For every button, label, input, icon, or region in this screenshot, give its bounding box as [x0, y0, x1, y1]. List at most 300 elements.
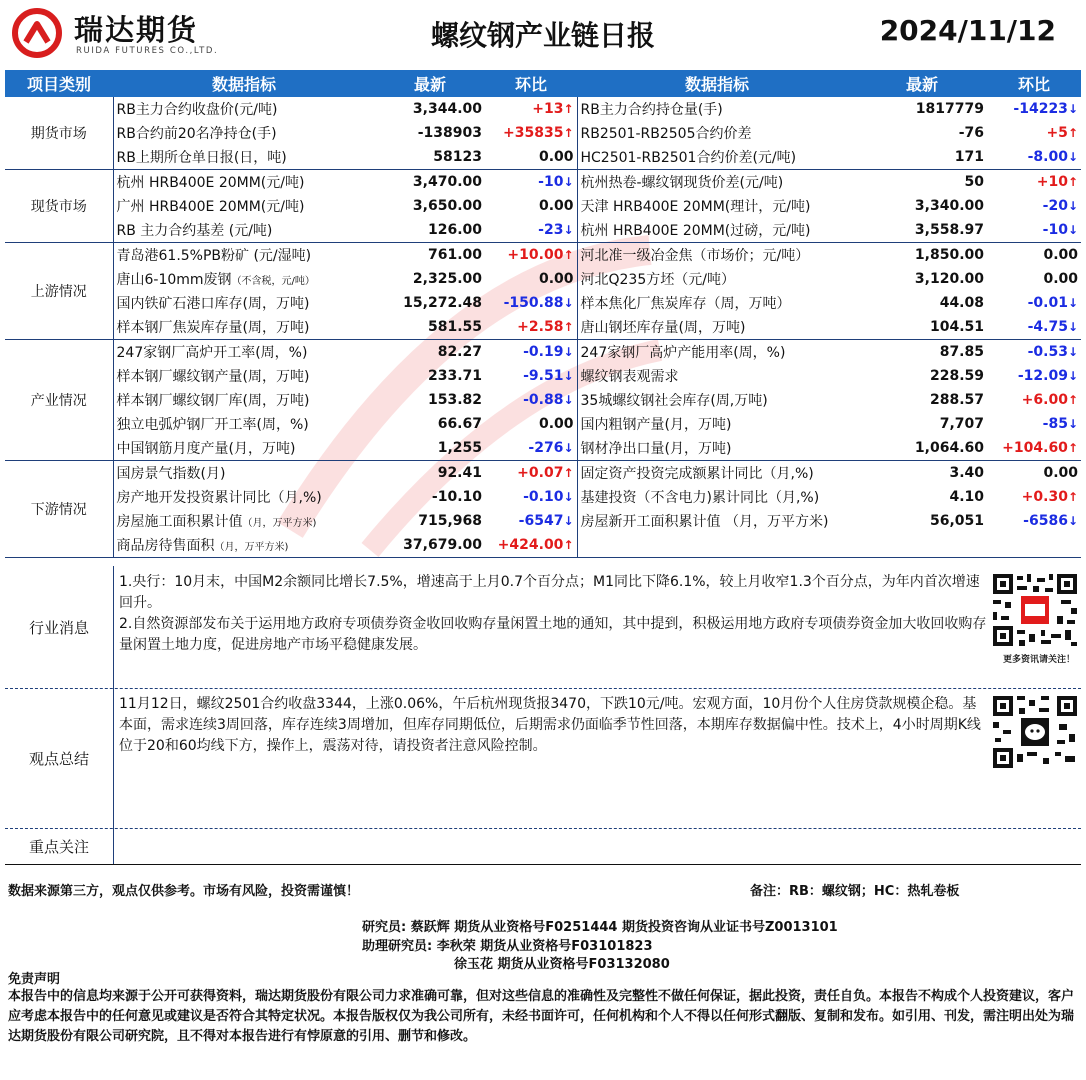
category-cell: 下游情况 [5, 461, 113, 558]
indicator-name [113, 291, 375, 315]
latest-value-2-text: 3,340.00 [914, 198, 984, 214]
indicator-name-text: 样本钢厂螺纹钢产量(周，万吨) [116, 369, 310, 385]
change-value-value: 0.00 [538, 416, 574, 432]
change-value-2 [987, 291, 1081, 315]
indicator-name-2-text: RB主力合约持仓量(手) [580, 102, 723, 118]
latest-value [375, 267, 485, 291]
latest-value-text: 92.41 [437, 465, 482, 481]
researcher-info: 研究员: 蔡跃辉 期货从业资格号F0251444 期货投资咨询从业证书号Z0013101 [362, 920, 838, 935]
change-value [485, 194, 577, 218]
latest-value-text: 3,344.00 [412, 101, 482, 117]
news-category: 行业消息 [5, 566, 114, 688]
indicator-name [113, 533, 375, 558]
arrow-up-icon: ↑ [563, 248, 574, 262]
arrow-down-icon: ↓ [1067, 369, 1078, 383]
indicator-name [113, 267, 375, 291]
indicator-name-2 [577, 388, 857, 412]
change-value [485, 291, 577, 315]
table-row [5, 340, 1081, 365]
change-value-value: +424.00 [497, 537, 564, 553]
latest-value-2-text: 3,558.97 [914, 222, 984, 238]
arrow-up-icon: ↑ [563, 466, 574, 480]
latest-value [375, 315, 485, 340]
indicator-name-2 [577, 121, 857, 145]
latest-value-2 [857, 194, 987, 218]
focus-category: 重点关注 [5, 828, 114, 864]
table-row [5, 436, 1081, 461]
latest-value-2-text: 56,051 [929, 513, 984, 529]
table-row [5, 364, 1081, 388]
brand-name: 瑞达期货 [74, 13, 199, 47]
indicator-name [113, 412, 375, 436]
header-change: 环比 [485, 70, 577, 97]
change-value-2 [987, 388, 1081, 412]
latest-value-2 [857, 170, 987, 195]
assistant-researcher-2: 徐玉花 期货从业资格号F03132080 [454, 957, 670, 972]
qr-code-icon [991, 572, 1079, 648]
latest-value-text: 233.71 [427, 368, 482, 384]
indicator-name [113, 97, 375, 121]
header-category: 项目类别 [5, 70, 113, 97]
indicator-name-text: 房屋施工面积累计值 [116, 514, 243, 530]
change-value-value: -150.88 [503, 295, 564, 311]
indicator-name-text: RB主力合约收盘价(元/吨) [116, 102, 278, 118]
change-value-value: -276 [528, 440, 564, 456]
change-value [485, 533, 577, 558]
indicator-name-text: 中国钢筋月度产量(月，万吨) [116, 441, 296, 457]
indicator-name-2-text: 天津 HRB400E 20MM(理计，元/吨) [580, 199, 811, 215]
table-row [5, 267, 1081, 291]
latest-value-2 [857, 485, 987, 509]
latest-value [375, 243, 485, 268]
change-value [485, 218, 577, 243]
table-row [5, 461, 1081, 486]
change-value-2-value: -20 [1042, 198, 1068, 214]
latest-value-2 [857, 412, 987, 436]
view-category: 观点总结 [5, 688, 114, 828]
arrow-up-icon: ↑ [563, 102, 574, 116]
report-header [0, 0, 1086, 68]
table-row [5, 509, 1081, 533]
indicator-name [113, 485, 375, 509]
latest-value-2-text: 87.85 [939, 344, 984, 360]
latest-value-2-text: 1,850.00 [914, 247, 984, 263]
change-value-2 [987, 509, 1081, 533]
latest-value-2-text: -76 [958, 125, 984, 141]
indicator-name [113, 121, 375, 145]
change-value-2 [987, 412, 1081, 436]
change-value-value: +0.07 [517, 465, 564, 481]
change-value [485, 315, 577, 340]
arrow-down-icon: ↓ [1067, 296, 1078, 310]
latest-value [375, 340, 485, 365]
change-value-2 [987, 218, 1081, 243]
view-body: 11月12日，螺纹2501合约收盘3344，上涨0.06%，午后杭州现货报3470，下跌10元/吨。宏观方面，10月份个人住房贷款规模企稳。基本面，需求连续3周回落，库存连续3周增加，但库存同期低位，后期需求仍面临季节性回落，本期库存数据偏中性。技术上，4小时周期K线位于20和60均线下方，操作上，震荡对待，请投资者注意风险控制。 [119, 696, 981, 754]
arrow-down-icon: ↓ [1067, 345, 1078, 359]
latest-value [375, 388, 485, 412]
latest-value-text: 15,272.48 [403, 295, 482, 311]
change-value-2-value: +10 [1036, 174, 1068, 190]
latest-value-2-text: 3.40 [949, 465, 984, 481]
latest-value [375, 170, 485, 195]
latest-value-2-text: 3,120.00 [914, 271, 984, 287]
indicator-name-2 [577, 485, 857, 509]
change-value-2 [987, 121, 1081, 145]
table-row [5, 485, 1081, 509]
change-value-value: -0.10 [523, 489, 564, 505]
latest-value-2 [857, 145, 987, 170]
change-value-2 [987, 194, 1081, 218]
table-row [5, 243, 1081, 268]
latest-value [375, 97, 485, 121]
arrow-down-icon: ↓ [563, 369, 574, 383]
news-item-2: 2.自然资源部发布关于运用地方政府专项债券资金收回收购存量闲置土地的通知，其中提到，积极运用地方政府专项债券资金加大收回收购存量闲置土地力度，促进房地产市场平稳健康发展。 [119, 616, 987, 653]
arrow-down-icon: ↓ [1067, 514, 1078, 528]
indicator-name [113, 194, 375, 218]
change-value-value: +2.58 [517, 319, 564, 335]
change-value [485, 485, 577, 509]
arrow-up-icon: ↑ [1067, 126, 1078, 140]
indicator-name-2 [577, 291, 857, 315]
indicator-name-text: 国内铁矿石港口库存(周，万吨) [116, 296, 310, 312]
indicator-name-text: 样本钢厂焦炭库存量(周，万吨) [116, 320, 310, 336]
indicator-name-2 [577, 267, 857, 291]
change-value-2-value: +6.00 [1021, 392, 1068, 408]
change-value-2 [987, 97, 1081, 121]
latest-value [375, 436, 485, 461]
latest-value-2-text: 104.51 [929, 319, 984, 335]
indicator-name-text: 广州 HRB400E 20MM(元/吨) [116, 199, 305, 215]
indicator-name-2-text: 钢材净出口量(月，万吨) [580, 441, 732, 457]
table-row [5, 291, 1081, 315]
latest-value-text: 715,968 [418, 513, 482, 529]
latest-value-text: 37,679.00 [403, 537, 482, 553]
change-value-value: -23 [538, 222, 564, 238]
indicator-name-text: 247家钢厂高炉开工率(周，%) [116, 345, 308, 361]
latest-value-text: 153.82 [427, 392, 482, 408]
indicator-name [113, 145, 375, 170]
latest-value-2 [857, 340, 987, 365]
latest-value-2 [857, 388, 987, 412]
indicator-name-text: 杭州 HRB400E 20MM(元/吨) [116, 175, 305, 191]
indicator-name-2 [577, 194, 857, 218]
change-value-2-value: +104.60 [1002, 440, 1068, 456]
latest-value-2 [857, 97, 987, 121]
arrow-up-icon: ↑ [1067, 175, 1078, 189]
indicator-unit: （月，万平方米) [242, 518, 317, 529]
change-value-value: 0.00 [538, 149, 574, 165]
latest-value-2 [857, 509, 987, 533]
indicator-name-2-text: 河北Q235方坯（元/吨） [580, 272, 735, 288]
indicator-name-2 [577, 412, 857, 436]
latest-value-2 [857, 436, 987, 461]
indicator-unit: （月，万平方米) [214, 542, 289, 553]
brand-english: RUIDA FUTURES CO.,LTD. [76, 46, 219, 56]
indicator-name-2-text: 唐山钢坯库存量(周，万吨) [580, 320, 746, 336]
latest-value [375, 121, 485, 145]
change-value-value: -9.51 [523, 368, 564, 384]
indicator-name-2 [577, 461, 857, 486]
arrow-down-icon: ↓ [1067, 102, 1078, 116]
table-row [5, 533, 1081, 558]
report-date: 2024/11/12 [879, 14, 1056, 47]
change-value-2-value: +0.30 [1021, 489, 1068, 505]
change-value-2-value: -10 [1042, 222, 1068, 238]
header-indicator-2: 数据指标 [577, 70, 857, 97]
change-value-value: 0.00 [538, 198, 574, 214]
arrow-down-icon: ↓ [1067, 417, 1078, 431]
indicator-name-2-text: 螺纹钢表观需求 [580, 369, 679, 385]
change-value [485, 243, 577, 268]
latest-value-2 [857, 291, 987, 315]
latest-value-2-text: 7,707 [939, 416, 984, 432]
change-value-2-value: 0.00 [1043, 247, 1078, 263]
header-change-2: 环比 [987, 70, 1081, 97]
latest-value-2-text: 1817779 [915, 101, 984, 117]
change-value-2-value: 0.00 [1043, 465, 1078, 481]
indicator-name [113, 340, 375, 365]
change-value-value: +35835 [503, 125, 564, 141]
change-value-2-value: +5 [1046, 125, 1068, 141]
arrow-down-icon: ↓ [1067, 223, 1078, 237]
indicator-name-text: 青岛港61.5%PB粉矿 (元/湿吨) [116, 248, 312, 264]
change-value-2-value: -6586 [1023, 513, 1068, 529]
indicator-name-text: RB 主力合约基差 (元/吨) [116, 223, 273, 239]
arrow-up-icon: ↑ [1067, 490, 1078, 504]
arrow-down-icon: ↓ [563, 393, 574, 407]
change-value-2 [987, 436, 1081, 461]
latest-value [375, 145, 485, 170]
category-cell: 期货市场 [5, 97, 113, 170]
latest-value-text: -10.10 [431, 489, 482, 505]
change-value-2 [987, 340, 1081, 365]
latest-value-2-text: 171 [954, 149, 984, 165]
arrow-down-icon: ↓ [563, 490, 574, 504]
table-row [5, 412, 1081, 436]
latest-value-text: 3,650.00 [412, 198, 482, 214]
change-value-2-value: -14223 [1013, 101, 1068, 117]
disclaimer-title: 免责声明 [8, 972, 61, 987]
change-value [485, 388, 577, 412]
arrow-up-icon: ↑ [563, 126, 574, 140]
latest-value-2 [857, 461, 987, 486]
arrow-down-icon: ↓ [563, 175, 574, 189]
abbreviation-note: 备注：RB：螺纹钢；HC：热轧卷板 [750, 884, 960, 899]
indicator-name-2 [577, 340, 857, 365]
change-value [485, 412, 577, 436]
indicator-name-2 [577, 218, 857, 243]
latest-value-2 [857, 243, 987, 268]
change-value-2 [987, 533, 1081, 558]
change-value-2 [987, 267, 1081, 291]
indicator-name-2 [577, 436, 857, 461]
change-value [485, 267, 577, 291]
change-value-2 [987, 170, 1081, 195]
latest-value [375, 194, 485, 218]
category-cell: 现货市场 [5, 170, 113, 243]
latest-value-text: 82.27 [437, 344, 482, 360]
data-table [5, 70, 1081, 558]
table-row [5, 388, 1081, 412]
indicator-name [113, 509, 375, 533]
latest-value-text: 761.00 [427, 247, 482, 263]
latest-value-2 [857, 267, 987, 291]
indicator-name-text: 样本钢厂螺纹钢厂库(周，万吨) [116, 393, 310, 409]
indicator-name [113, 218, 375, 243]
table-row [5, 218, 1081, 243]
arrow-down-icon: ↓ [563, 514, 574, 528]
change-value-2 [987, 315, 1081, 340]
indicator-name-2-text: 河北准一级冶金焦（市场价；元/吨） [580, 248, 810, 264]
change-value [485, 97, 577, 121]
change-value [485, 340, 577, 365]
table-row [5, 170, 1081, 195]
change-value-2-value: -0.53 [1027, 344, 1068, 360]
change-value [485, 436, 577, 461]
latest-value-2 [857, 218, 987, 243]
report-title: 螺纹钢产业链日报 [430, 19, 655, 52]
indicator-name [113, 170, 375, 195]
news-body [119, 572, 987, 656]
header-indicator: 数据指标 [113, 70, 375, 97]
viewpoint-section [5, 688, 1081, 829]
indicator-name-2-text: 247家钢厂高炉产能用率(周，%) [580, 345, 786, 361]
latest-value-2-text: 1,064.60 [914, 440, 984, 456]
arrow-up-icon: ↑ [1067, 393, 1078, 407]
indicator-name-text: RB合约前20名净持仓(手) [116, 126, 277, 142]
latest-value-text: 1,255 [437, 440, 482, 456]
indicator-name-text: 唐山6-10mm废钢 [116, 272, 232, 288]
header-latest: 最新 [375, 70, 485, 97]
indicator-name-text: RB上期所仓单日报(日，吨) [116, 150, 287, 166]
indicator-name-2-text: 基建投资（不含电力)累计同比（月,%) [580, 490, 820, 506]
change-value-2-value: -12.09 [1017, 368, 1068, 384]
latest-value [375, 364, 485, 388]
assistant-researcher-1: 助理研究员: 李秋荣 期货从业资格号F03101823 [362, 939, 653, 954]
indicator-name [113, 388, 375, 412]
change-value [485, 170, 577, 195]
latest-value-text: 3,470.00 [412, 174, 482, 190]
indicator-unit: （不含税，元/吨） [231, 276, 315, 287]
change-value-2-value: -4.75 [1027, 319, 1068, 335]
indicator-name-text: 国房景气指数(月) [116, 466, 226, 482]
indicator-name-2-text: 固定资产投资完成额累计同比（月,%) [580, 466, 814, 482]
arrow-down-icon: ↓ [563, 441, 574, 455]
arrow-up-icon: ↑ [563, 320, 574, 334]
indicator-name-2 [577, 97, 857, 121]
category-cell: 产业情况 [5, 340, 113, 461]
latest-value-text: 58123 [433, 149, 482, 165]
change-value [485, 509, 577, 533]
latest-value [375, 218, 485, 243]
change-value-2 [987, 485, 1081, 509]
indicator-name-2-text: 国内粗钢产量(月，万吨) [580, 417, 732, 433]
table-row [5, 145, 1081, 170]
indicator-name [113, 315, 375, 340]
latest-value [375, 291, 485, 315]
indicator-name-2 [577, 170, 857, 195]
change-value-value: -10 [538, 174, 564, 190]
indicator-name-text: 独立电弧炉钢厂开工率(周，%) [116, 417, 309, 433]
indicator-name-2-text: 房屋新开工面积累计值 （月，万平方米) [580, 514, 829, 530]
latest-value-2 [857, 364, 987, 388]
indicator-name-2-text: 杭州热卷-螺纹钢现货价差(元/吨) [580, 175, 784, 191]
indicator-name-2-text: 35城螺纹钢社会库存(周,万吨) [580, 393, 768, 409]
indicator-name-2-text: HC2501-RB2501合约价差(元/吨) [580, 150, 797, 166]
indicator-name-2-text: RB2501-RB2505合约价差 [580, 126, 752, 142]
indicator-name-2-text: 样本焦化厂焦炭库存（周，万吨） [580, 296, 791, 312]
category-cell: 上游情况 [5, 243, 113, 340]
change-value-2-value: -0.01 [1027, 295, 1068, 311]
change-value [485, 364, 577, 388]
key-focus-section [5, 828, 1081, 865]
arrow-down-icon: ↓ [563, 345, 574, 359]
indicator-name-2 [577, 509, 857, 533]
change-value-value: +13 [532, 101, 564, 117]
table-row [5, 194, 1081, 218]
table-row [5, 315, 1081, 340]
indicator-name [113, 364, 375, 388]
indicator-name-2 [577, 145, 857, 170]
data-source-note: 数据来源第三方，观点仅供参考。市场有风险，投资需谨慎！ [8, 884, 360, 899]
change-value [485, 121, 577, 145]
indicator-name [113, 436, 375, 461]
latest-value-2-text: 50 [964, 174, 984, 190]
table-header-row [5, 70, 1081, 97]
arrow-down-icon: ↓ [1067, 150, 1078, 164]
indicator-name-text: 房产地开发投资累计同比（月,%) [116, 490, 322, 506]
change-value-value: -0.19 [523, 344, 564, 360]
change-value-2-value: -8.00 [1027, 149, 1068, 165]
latest-value-text: 126.00 [427, 222, 482, 238]
indicator-name [113, 243, 375, 268]
latest-value-2-text: 228.59 [929, 368, 984, 384]
latest-value-text: 581.55 [427, 319, 482, 335]
change-value-value: -6547 [518, 513, 564, 529]
change-value-value: 0.00 [538, 271, 574, 287]
indicator-name-2 [577, 315, 857, 340]
change-value [485, 461, 577, 486]
change-value-2-value: 0.00 [1043, 271, 1078, 287]
latest-value [375, 533, 485, 558]
disclaimer-text: 本报告中的信息均来源于公开可获得资料，瑞达期货股份有限公司力求准确可靠，但对这些信息的准确性及完整性不做任何保证，据此投资，责任自负。本报告不构成个人投资建议，客户应考虑本报告中的任何意见或建议是否符合其特定状况。本报告版权仅为我公司所有，未经书面许可，任何机构和个人不得以任何形式翻版、复制和发布。如引用、刊发，需注明出处为瑞达期货股份有限公司研究院，且不得对本报告进行有悖原意的引用、删节和修改。 [8, 989, 1075, 1044]
indicator-name-2-text: 杭州 HRB400E 20MM(过磅，元/吨) [580, 223, 811, 239]
news-item-1: 1.央行：10月末，中国M2余额同比增长7.5%，增速高于上月0.7个百分点；M1同比下降6.1%，较上月收窄1.3个百分点，为年内首次增速回升。 [119, 574, 980, 611]
arrow-down-icon: ↓ [563, 223, 574, 237]
latest-value-2-text: 4.10 [949, 489, 984, 505]
latest-value [375, 509, 485, 533]
arrow-down-icon: ↓ [563, 296, 574, 310]
industry-news-section [5, 566, 1081, 689]
arrow-up-icon: ↑ [563, 538, 574, 552]
change-value-2 [987, 243, 1081, 268]
indicator-name-2 [577, 533, 857, 558]
arrow-down-icon: ↓ [1067, 199, 1078, 213]
indicator-name-text: 商品房待售面积 [116, 538, 215, 554]
latest-value-2-text: 44.08 [939, 295, 984, 311]
change-value-2 [987, 364, 1081, 388]
change-value-2-value: -85 [1042, 416, 1068, 432]
latest-value-text: -138903 [417, 125, 482, 141]
header-latest-2: 最新 [857, 70, 987, 97]
arrow-down-icon: ↓ [1067, 320, 1078, 334]
latest-value [375, 412, 485, 436]
latest-value [375, 461, 485, 486]
latest-value-2 [857, 315, 987, 340]
indicator-name-2 [577, 243, 857, 268]
latest-value-2 [857, 533, 987, 558]
change-value-2 [987, 145, 1081, 170]
